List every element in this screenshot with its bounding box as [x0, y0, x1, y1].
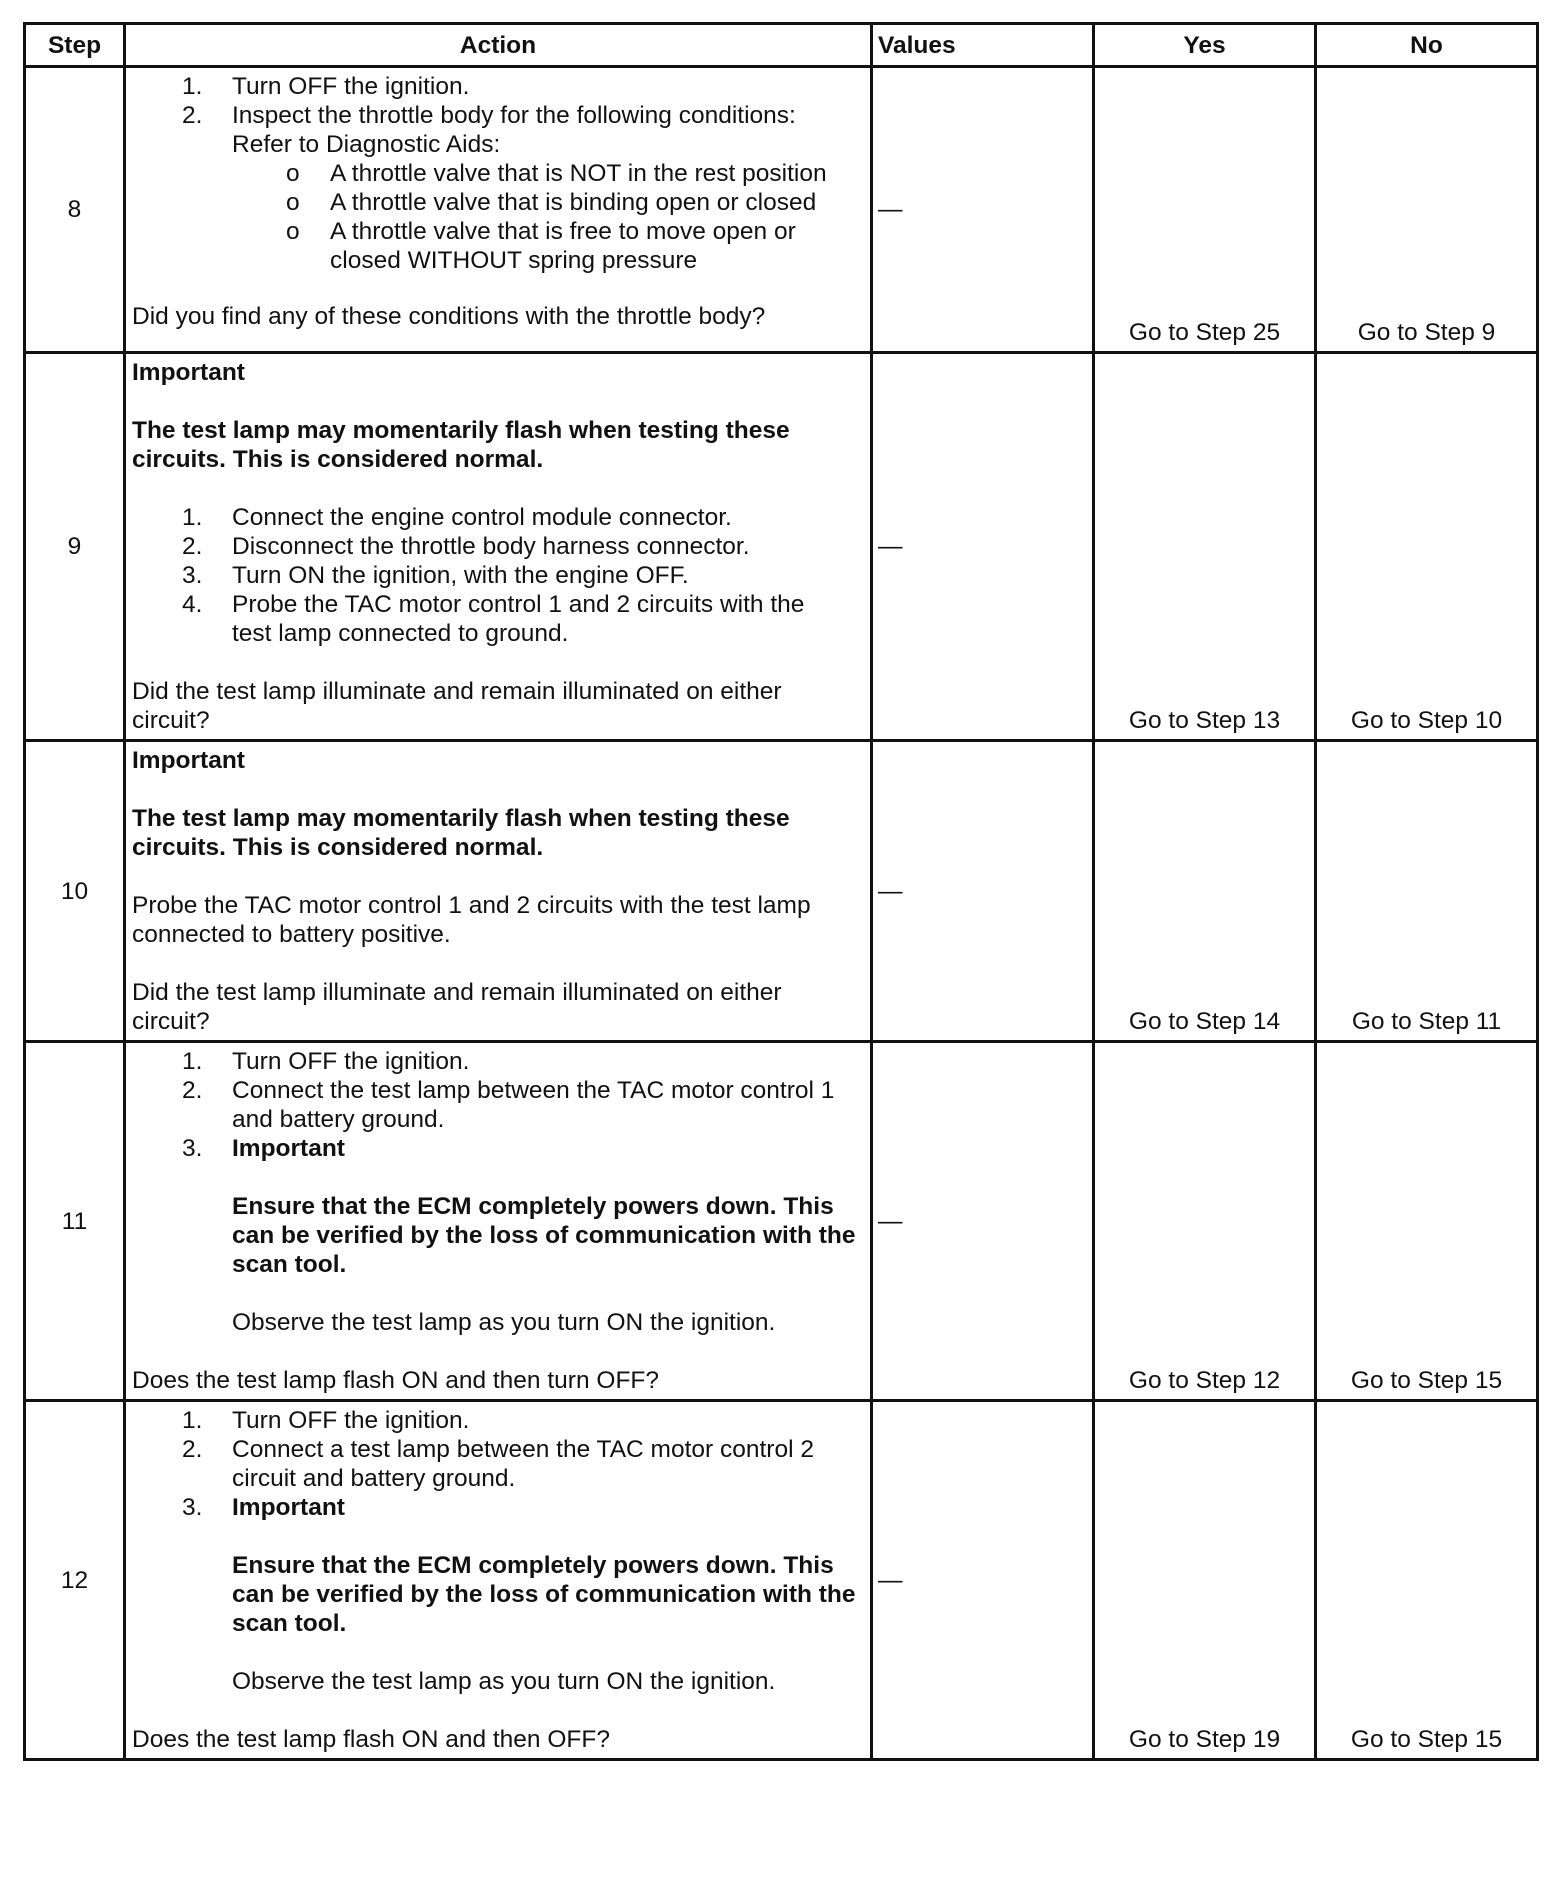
important-label: Important — [132, 747, 245, 774]
action-list — [132, 503, 864, 648]
list-item: o A throttle valve that is free to move open or closed WITHOUT spring pressure — [286, 218, 796, 274]
important-text: The test lamp may momentarily flash when testing these circuits. This is considered normal. — [132, 417, 790, 473]
list-item: 2. Connect a test lamp between the TAC motor control 2 circuit and battery ground. — [182, 1436, 814, 1492]
list-item: 3. Important Ensure that the ECM completely powers down. This can be verified by the loss of communication with the scan tool. Observe the test lamp as you turn ON the ignition. — [132, 1134, 864, 1337]
list-item: 1. Turn OFF the ignition. — [182, 1407, 470, 1434]
question-text: Did the test lamp illuminate and remain illuminated on either circuit? — [132, 979, 782, 1035]
action-list — [132, 72, 864, 159]
table-row-step-9 — [25, 353, 1538, 741]
no-cell: Go to Step 15 — [1316, 1042, 1538, 1401]
yes-cell: Go to Step 19 — [1094, 1401, 1316, 1760]
list-item: 3. Important Ensure that the ECM completely powers down. This can be verified by the loss of communication with the scan tool. Observe the test lamp as you turn ON the ignition. — [132, 1493, 864, 1696]
header-values: Values — [872, 24, 1094, 67]
question-text: Did you find any of these conditions with the throttle body? — [132, 303, 766, 330]
action-list — [132, 1406, 864, 1696]
list-item: 1. Connect the engine control module connector. — [182, 504, 732, 531]
list-item: o A throttle valve that is binding open or closed — [286, 189, 817, 216]
action-cell — [125, 353, 872, 741]
question-text: Did the test lamp illuminate and remain illuminated on either circuit? — [132, 678, 782, 734]
observe-text: Observe the test lamp as you turn ON the ignition. — [232, 1309, 776, 1336]
important-text: The test lamp may momentarily flash when testing these circuits. This is considered normal. — [132, 805, 790, 861]
header-no: No — [1316, 24, 1538, 67]
list-item: 2. Inspect the throttle body for the following conditions: Refer to Diagnostic Aids: — [182, 102, 796, 158]
step-number: 8 — [25, 67, 125, 353]
list-item: 1. Turn OFF the ignition. — [182, 1048, 470, 1075]
question-text: Does the test lamp flash ON and then turn OFF? — [132, 1367, 660, 1394]
table-row-step-11 — [25, 1042, 1538, 1401]
table-row-step-10 — [25, 741, 1538, 1042]
condition-list — [132, 159, 864, 275]
yes-cell: Go to Step 13 — [1094, 353, 1316, 741]
header-yes: Yes — [1094, 24, 1316, 67]
list-item: 2. Disconnect the throttle body harness connector. — [182, 533, 750, 560]
list-item: 2. Connect the test lamp between the TAC motor control 1 and battery ground. — [182, 1077, 835, 1133]
important-text: Ensure that the ECM completely powers down. This can be verified by the loss of communication with the scan tool. — [232, 1552, 856, 1637]
question-text: Does the test lamp flash ON and then OFF? — [132, 1726, 610, 1753]
step-number: 11 — [25, 1042, 125, 1401]
action-list — [132, 1047, 864, 1337]
refer-text: Refer to Diagnostic Aids: — [232, 131, 501, 158]
action-cell — [125, 1042, 872, 1401]
values-cell: — — [872, 741, 1094, 1042]
action-cell — [125, 67, 872, 353]
values-cell: — — [872, 1401, 1094, 1760]
yes-cell: Go to Step 14 — [1094, 741, 1316, 1042]
list-item: o A throttle valve that is NOT in the rest position — [286, 160, 827, 187]
no-cell: Go to Step 9 — [1316, 67, 1538, 353]
step-number: 12 — [25, 1401, 125, 1760]
no-cell: Go to Step 10 — [1316, 353, 1538, 741]
list-item: 4. Probe the TAC motor control 1 and 2 circuits with the test lamp connected to ground. — [182, 591, 805, 647]
header-step: Step — [25, 24, 125, 67]
instruction-text: Probe the TAC motor control 1 and 2 circuits with the test lamp connected to battery positive. — [132, 892, 811, 948]
important-label: Important — [132, 359, 245, 386]
table-row-step-12 — [25, 1401, 1538, 1760]
values-cell: — — [872, 1042, 1094, 1401]
no-cell: Go to Step 11 — [1316, 741, 1538, 1042]
header-action: Action — [125, 24, 872, 67]
step-number: 9 — [25, 353, 125, 741]
yes-cell: Go to Step 12 — [1094, 1042, 1316, 1401]
table-row-step-8 — [25, 67, 1538, 353]
list-item: 1. Turn OFF the ignition. — [182, 73, 470, 100]
action-cell — [125, 1401, 872, 1760]
important-text: Ensure that the ECM completely powers down. This can be verified by the loss of communication with the scan tool. — [232, 1193, 856, 1278]
action-cell — [125, 741, 872, 1042]
values-cell: — — [872, 67, 1094, 353]
diagnostic-table — [23, 22, 1539, 1761]
values-cell: — — [872, 353, 1094, 741]
header-row — [25, 24, 1538, 67]
step-number: 10 — [25, 741, 125, 1042]
observe-text: Observe the test lamp as you turn ON the ignition. — [232, 1668, 776, 1695]
list-item: 3. Turn ON the ignition, with the engine OFF. — [182, 562, 689, 589]
yes-cell: Go to Step 25 — [1094, 67, 1316, 353]
no-cell: Go to Step 15 — [1316, 1401, 1538, 1760]
